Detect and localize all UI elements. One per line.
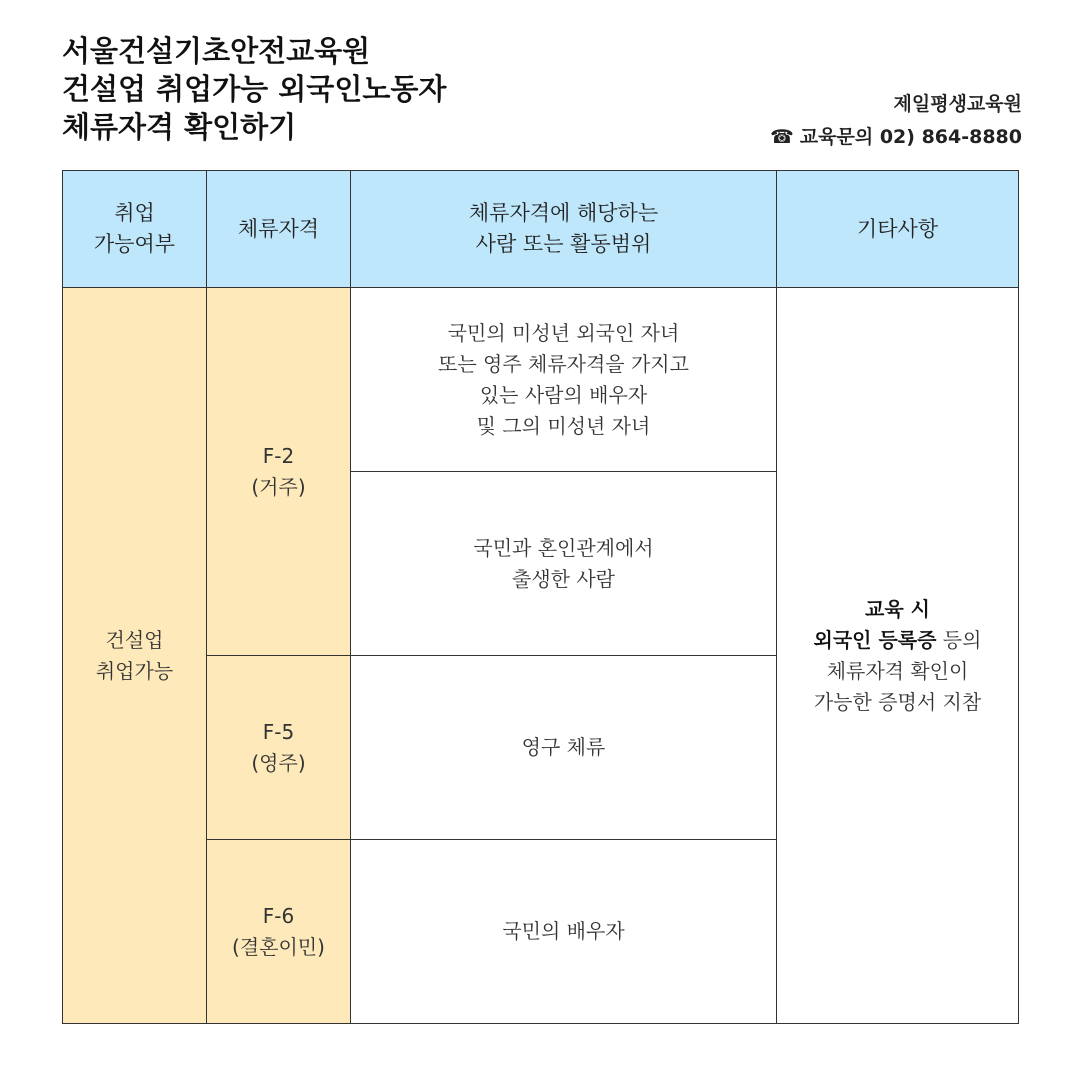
organization-name: 제일평생교육원 (893, 93, 1022, 115)
scope-f5: 영구 체류 (351, 656, 777, 840)
visa-f2-cell: F-2 (거주) (207, 288, 351, 656)
visa-f6-cell: F-6 (결혼이민) (207, 840, 351, 1024)
title-line-1: 서울건설기초안전교육원 (62, 34, 371, 68)
title-line-2: 건설업 취업가능 외국인노동자 (62, 72, 447, 106)
header-scope: 체류자격에 해당하는 사람 또는 활동범위 (351, 171, 777, 288)
contact-text: 교육문의 02) 864-8880 (799, 126, 1022, 148)
scope-f6: 국민의 배우자 (351, 840, 777, 1024)
scope-f2-born-in-marriage: 국민과 혼인관계에서 출생한 사람 (351, 472, 777, 656)
header-eligibility: 취업 가능여부 (63, 171, 207, 288)
title-line-3: 체류자격 확인하기 (62, 110, 297, 144)
contact-line (770, 121, 1022, 154)
remarks-cell: 교육 시 외국인 등록증 등의 체류자격 확인이 가능한 증명서 지참 (777, 288, 1019, 1024)
eligibility-cell: 건설업 취업가능 (63, 288, 207, 1024)
scope-f2-minor-children: 국민의 미성년 외국인 자녀 또는 영주 체류자격을 가지고 있는 사람의 배우자 및 그의 미성년 자녀 (351, 288, 777, 472)
header-row (63, 171, 1019, 288)
organization-info (770, 88, 1022, 154)
table-row (63, 288, 1019, 472)
header-remarks: 기타사항 (777, 171, 1019, 288)
page-title (62, 32, 446, 146)
header-visa: 체류자격 (207, 171, 351, 288)
phone-icon: ☎ (770, 126, 794, 148)
visa-f5-cell: F-5 (영주) (207, 656, 351, 840)
visa-status-table (62, 170, 1019, 1024)
